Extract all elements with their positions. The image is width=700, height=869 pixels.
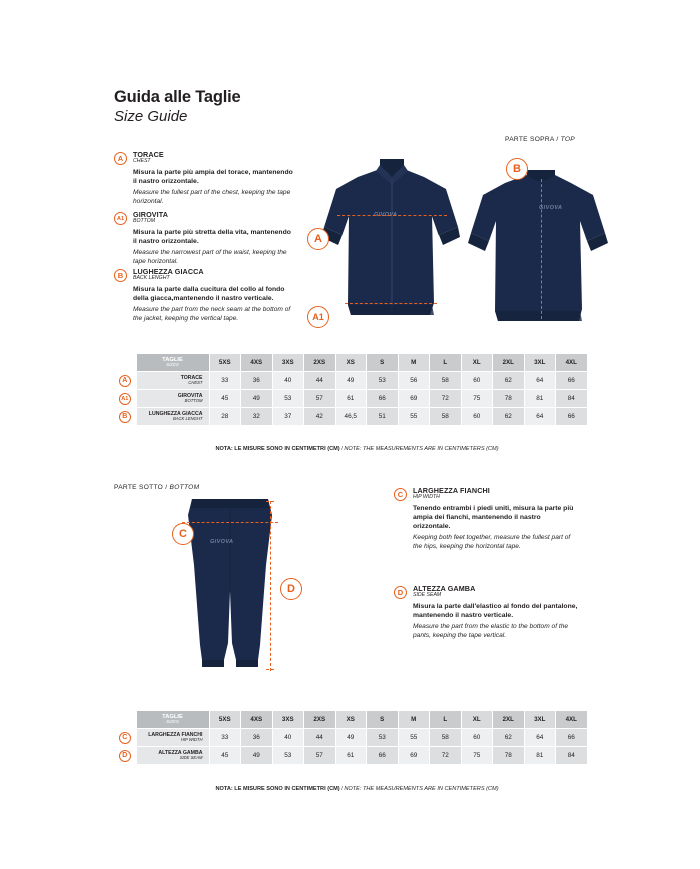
table-top-cell: 58 xyxy=(430,408,462,426)
table-bottom-note-en: NOTE: THE MEASUREMENTS ARE IN CENTIMETERS (CM) xyxy=(344,786,499,792)
measurement-name-side-it: ALTEZZA GAMBA xyxy=(413,584,476,593)
table-row xyxy=(114,408,587,426)
table-row xyxy=(114,390,587,408)
table-top-cell: 45 xyxy=(209,390,241,408)
table-bottom-cell: 53 xyxy=(367,729,399,747)
table-top-cell: 66 xyxy=(556,372,588,390)
table-top-cell: 84 xyxy=(556,390,588,408)
table-top-cell: 51 xyxy=(367,408,399,426)
table-bottom-cell: 81 xyxy=(524,747,556,765)
table-top-note-en: NOTE: THE MEASUREMENTS ARE IN CENTIMETERS (CM) xyxy=(344,446,499,452)
jacket-back-illustration xyxy=(467,165,617,345)
measurement-text-waist-it: Misura la parte più stretta della vita, mantenendo il nastro orizzontale. xyxy=(133,228,291,245)
measurement-text-side-en: Measure the part from the elastic to the bottom of the pants, keeping the tape vertical. xyxy=(413,622,569,639)
table-top-cell: 53 xyxy=(367,372,399,390)
table-top-size-header: 2XS xyxy=(304,354,336,372)
table-top-cell: 81 xyxy=(524,390,556,408)
table-top-size-header: S xyxy=(367,354,399,372)
table-top-cell: 49 xyxy=(241,390,273,408)
table-bottom-cell: 55 xyxy=(398,729,430,747)
table-bottom-cell: 69 xyxy=(398,747,430,765)
jacket-front-brand: GIVOVA xyxy=(374,212,398,218)
table-bottom-note-it: NOTA: LE MISURE SONO IN CENTIMETRI (CM) xyxy=(215,786,340,792)
hip-measure-line xyxy=(182,522,278,523)
measurement-desc-chest xyxy=(133,151,293,207)
table-top-cell: 42 xyxy=(304,408,336,426)
jacket-back-figure xyxy=(467,165,617,350)
table-top-size-header: 5XS xyxy=(209,354,241,372)
table-top-size-header: L xyxy=(430,354,462,372)
table-bottom-size-header: XL xyxy=(461,711,493,729)
measurement-name-chest-it: TORACE xyxy=(133,150,164,159)
table-top-size-header: XS xyxy=(335,354,367,372)
page-title xyxy=(114,88,241,126)
badge-b: B xyxy=(114,269,127,282)
table-bottom-row-label: ALTEZZA GAMBA SIDE SEAM xyxy=(136,747,209,765)
callout-d-pants: D xyxy=(280,578,302,600)
measurement-name-waist-it: GIROVITA xyxy=(133,210,169,219)
measurement-text-hip-en: Keeping both feet together, measure the fullest part of the hips, keeping the horizontal tape. xyxy=(413,534,571,551)
table-bottom-cell: 49 xyxy=(335,729,367,747)
table-bottom-cell: 66 xyxy=(556,729,588,747)
callout-b-jacket: B xyxy=(506,158,528,180)
table-top-cell: 49 xyxy=(335,372,367,390)
table-bottom-cell: 60 xyxy=(461,729,493,747)
table-top-cell: 55 xyxy=(398,408,430,426)
table-bottom-size-header: XS xyxy=(335,711,367,729)
badge-d: D xyxy=(394,586,407,599)
table-top-note-sep: / xyxy=(339,446,345,452)
jacket-front-illustration xyxy=(318,155,468,340)
table-bottom-size-header: 2XL xyxy=(493,711,525,729)
table-bottom-row-badge-cell: C xyxy=(114,729,136,747)
callout-c-pants: C xyxy=(172,523,194,545)
table-bottom-cell: 72 xyxy=(430,747,462,765)
table-bottom-cell: 78 xyxy=(493,747,525,765)
table-top-cell: 78 xyxy=(493,390,525,408)
table-bottom-size-header: 5XS xyxy=(209,711,241,729)
callout-a1-jacket: A1 xyxy=(307,306,329,328)
table-top-corner-label: TAGLIE SIZES xyxy=(136,354,209,372)
table-top-cell: 66 xyxy=(367,390,399,408)
measurement-name-waist-en: BOTTOM xyxy=(133,217,156,224)
table-top-row-badge-cell: B xyxy=(114,408,136,426)
measurement-text-jacket-en: Measure the part from the neck seam at the bottom of the jacket, keeping the vertical tape. xyxy=(133,305,291,322)
table-top-row-badge-cell: A xyxy=(114,372,136,390)
table-top-size-header: 3XL xyxy=(524,354,556,372)
table-top-cell: 28 xyxy=(209,408,241,426)
table-bottom-cell: 84 xyxy=(556,747,588,765)
table-top-cell: 64 xyxy=(524,408,556,426)
chest-measure-line xyxy=(337,215,447,216)
table-row xyxy=(114,747,587,765)
table-top-cell: 40 xyxy=(272,372,304,390)
badge-a: A xyxy=(114,152,127,165)
table-top-cell: 57 xyxy=(304,390,336,408)
table-bottom-size-header: L xyxy=(430,711,462,729)
table-top-cell: 56 xyxy=(398,372,430,390)
section-label-top-en: TOP xyxy=(560,136,575,143)
measurement-name-jacket-it: LUGHEZZA GIACCA xyxy=(133,267,204,276)
table-bottom-cell: 36 xyxy=(241,729,273,747)
measurement-desc-waist xyxy=(133,211,293,267)
table-top-header-row xyxy=(114,354,587,372)
table-top-cell: 75 xyxy=(461,390,493,408)
table-bottom-cell: 75 xyxy=(461,747,493,765)
table-bottom-cell: 61 xyxy=(335,747,367,765)
table-top-size-header: M xyxy=(398,354,430,372)
table-bottom-cell: 62 xyxy=(493,729,525,747)
table-bottom-size-header: 3XL xyxy=(524,711,556,729)
size-table-top xyxy=(114,353,588,426)
table-bottom-size-header: M xyxy=(398,711,430,729)
table-bottom-cell: 53 xyxy=(272,747,304,765)
side-seam-measure-line xyxy=(270,501,271,671)
table-top-cell: 72 xyxy=(430,390,462,408)
table-top-note xyxy=(127,446,587,452)
section-label-top-sep: / xyxy=(554,136,561,143)
section-label-bottom-it: PARTE SOTTO xyxy=(114,484,164,491)
jacket-front-figure xyxy=(318,155,468,345)
pants-brand: GIVOVA xyxy=(210,539,234,545)
measurement-desc-side-seam xyxy=(413,585,578,641)
jacket-back-brand: GIVOVA xyxy=(539,205,563,211)
table-top-cell: 69 xyxy=(398,390,430,408)
measurement-desc-jacket-length xyxy=(133,268,293,324)
table-bottom-size-header: 2XS xyxy=(304,711,336,729)
table-top-cell: 53 xyxy=(272,390,304,408)
table-top-row-label: LUNGHEZZA GIACCA BACK LENGHT xyxy=(136,408,209,426)
table-top-cell: 61 xyxy=(335,390,367,408)
title-main: Guida alle Taglie xyxy=(114,88,241,106)
badge-a1: A1 xyxy=(114,212,127,225)
table-bottom-header-spacer xyxy=(114,711,136,729)
table-bottom-cell: 33 xyxy=(209,729,241,747)
table-bottom-cell: 40 xyxy=(272,729,304,747)
table-top-cell: 44 xyxy=(304,372,336,390)
measurement-text-chest-it: Misura la parte più ampia del torace, mantenendo il nastro orizzontale. xyxy=(133,168,293,185)
section-label-top xyxy=(505,136,575,143)
table-bottom-size-header: 3XS xyxy=(272,711,304,729)
table-bottom-row-label: LARGHEZZA FIANCHI HIP WIDTH xyxy=(136,729,209,747)
table-bottom-note-sep: / xyxy=(339,786,345,792)
table-top-size-header: XL xyxy=(461,354,493,372)
table-top-cell: 46,5 xyxy=(335,408,367,426)
measurement-name-jacket-en: BACK LENGHT xyxy=(133,274,170,281)
pants-figure xyxy=(170,495,290,675)
table-top-cell: 36 xyxy=(241,372,273,390)
table-row xyxy=(114,372,587,390)
table-top-size-header: 4XL xyxy=(556,354,588,372)
table-top-row-label: TORACE CHEST xyxy=(136,372,209,390)
table-top-row-label: GIROVITA BOTTOM xyxy=(136,390,209,408)
table-bottom-cell: 64 xyxy=(524,729,556,747)
side-seam-top-tick xyxy=(266,501,274,502)
table-top-note-it: NOTA: LE MISURE SONO IN CENTIMETRI (CM) xyxy=(215,446,340,452)
table-bottom-cell: 45 xyxy=(209,747,241,765)
measurement-text-jacket-it: Misura la parte dalla cucitura del collo al fondo della giacca,mantenendo il nastro verticale. xyxy=(133,285,285,302)
measurement-text-hip-it: Tenendo entrambi i piedi uniti, misura la parte più ampia dei fianchi, mantenendo il nastro orizzontale. xyxy=(413,504,574,530)
table-top-size-header: 3XS xyxy=(272,354,304,372)
table-bottom-size-header: 4XL xyxy=(556,711,588,729)
measurement-name-chest-en: CHEST xyxy=(133,157,151,164)
bottom-measure-line xyxy=(345,303,437,304)
title-sub: Size Guide xyxy=(114,107,188,125)
size-table-bottom xyxy=(114,710,588,765)
table-bottom-note xyxy=(127,786,587,792)
table-bottom-cell: 66 xyxy=(367,747,399,765)
table-bottom-cell: 57 xyxy=(304,747,336,765)
table-top-cell: 60 xyxy=(461,408,493,426)
badge-c: C xyxy=(394,488,407,501)
table-top-cell: 37 xyxy=(272,408,304,426)
table-bottom-cell: 44 xyxy=(304,729,336,747)
table-top-cell: 62 xyxy=(493,372,525,390)
measurement-text-chest-en: Measure the fullest part of the chest, keeping the tape horizontal. xyxy=(133,188,291,205)
table-bottom-cell: 58 xyxy=(430,729,462,747)
measurement-text-waist-en: Measure the narrowest part of the waist, keeping the tape horizontal. xyxy=(133,248,287,265)
table-top-cell: 62 xyxy=(493,408,525,426)
callout-a-jacket: A xyxy=(307,228,329,250)
table-bottom-row-badge-cell: D xyxy=(114,747,136,765)
side-seam-bottom-tick xyxy=(266,669,274,670)
table-top-cell: 58 xyxy=(430,372,462,390)
table-bottom-size-header: S xyxy=(367,711,399,729)
table-bottom-corner-label: TAGLIE SIZES xyxy=(136,711,209,729)
table-bottom-cell: 49 xyxy=(241,747,273,765)
table-top-cell: 32 xyxy=(241,408,273,426)
measurement-text-side-it: Misura la parte dall'elastico al fondo del pantalone, mantenendo il nastro verticale. xyxy=(413,602,578,619)
table-top-size-header: 4XS xyxy=(241,354,273,372)
back-length-measure-line xyxy=(541,179,542,319)
table-top-cell: 33 xyxy=(209,372,241,390)
table-row xyxy=(114,729,587,747)
table-top-size-header: 2XL xyxy=(493,354,525,372)
table-top-cell: 64 xyxy=(524,372,556,390)
table-top-cell: 60 xyxy=(461,372,493,390)
table-top-header-spacer xyxy=(114,354,136,372)
section-label-bottom xyxy=(114,484,199,491)
measurement-name-hip-it: LARGHEZZA FIANCHI xyxy=(413,486,490,495)
table-bottom-header-row xyxy=(114,711,587,729)
table-top-row-badge-cell: A1 xyxy=(114,390,136,408)
section-label-top-it: PARTE SOPRA xyxy=(505,136,555,143)
section-label-bottom-en: BOTTOM xyxy=(169,484,200,491)
measurement-name-hip-en: HIP WIDTH xyxy=(413,493,440,500)
table-bottom-size-header: 4XS xyxy=(241,711,273,729)
measurement-name-side-en: SIDE SEAM xyxy=(413,591,442,598)
measurement-desc-hip xyxy=(413,487,578,552)
table-top-cell: 66 xyxy=(556,408,588,426)
section-label-bottom-sep: / xyxy=(163,484,170,491)
